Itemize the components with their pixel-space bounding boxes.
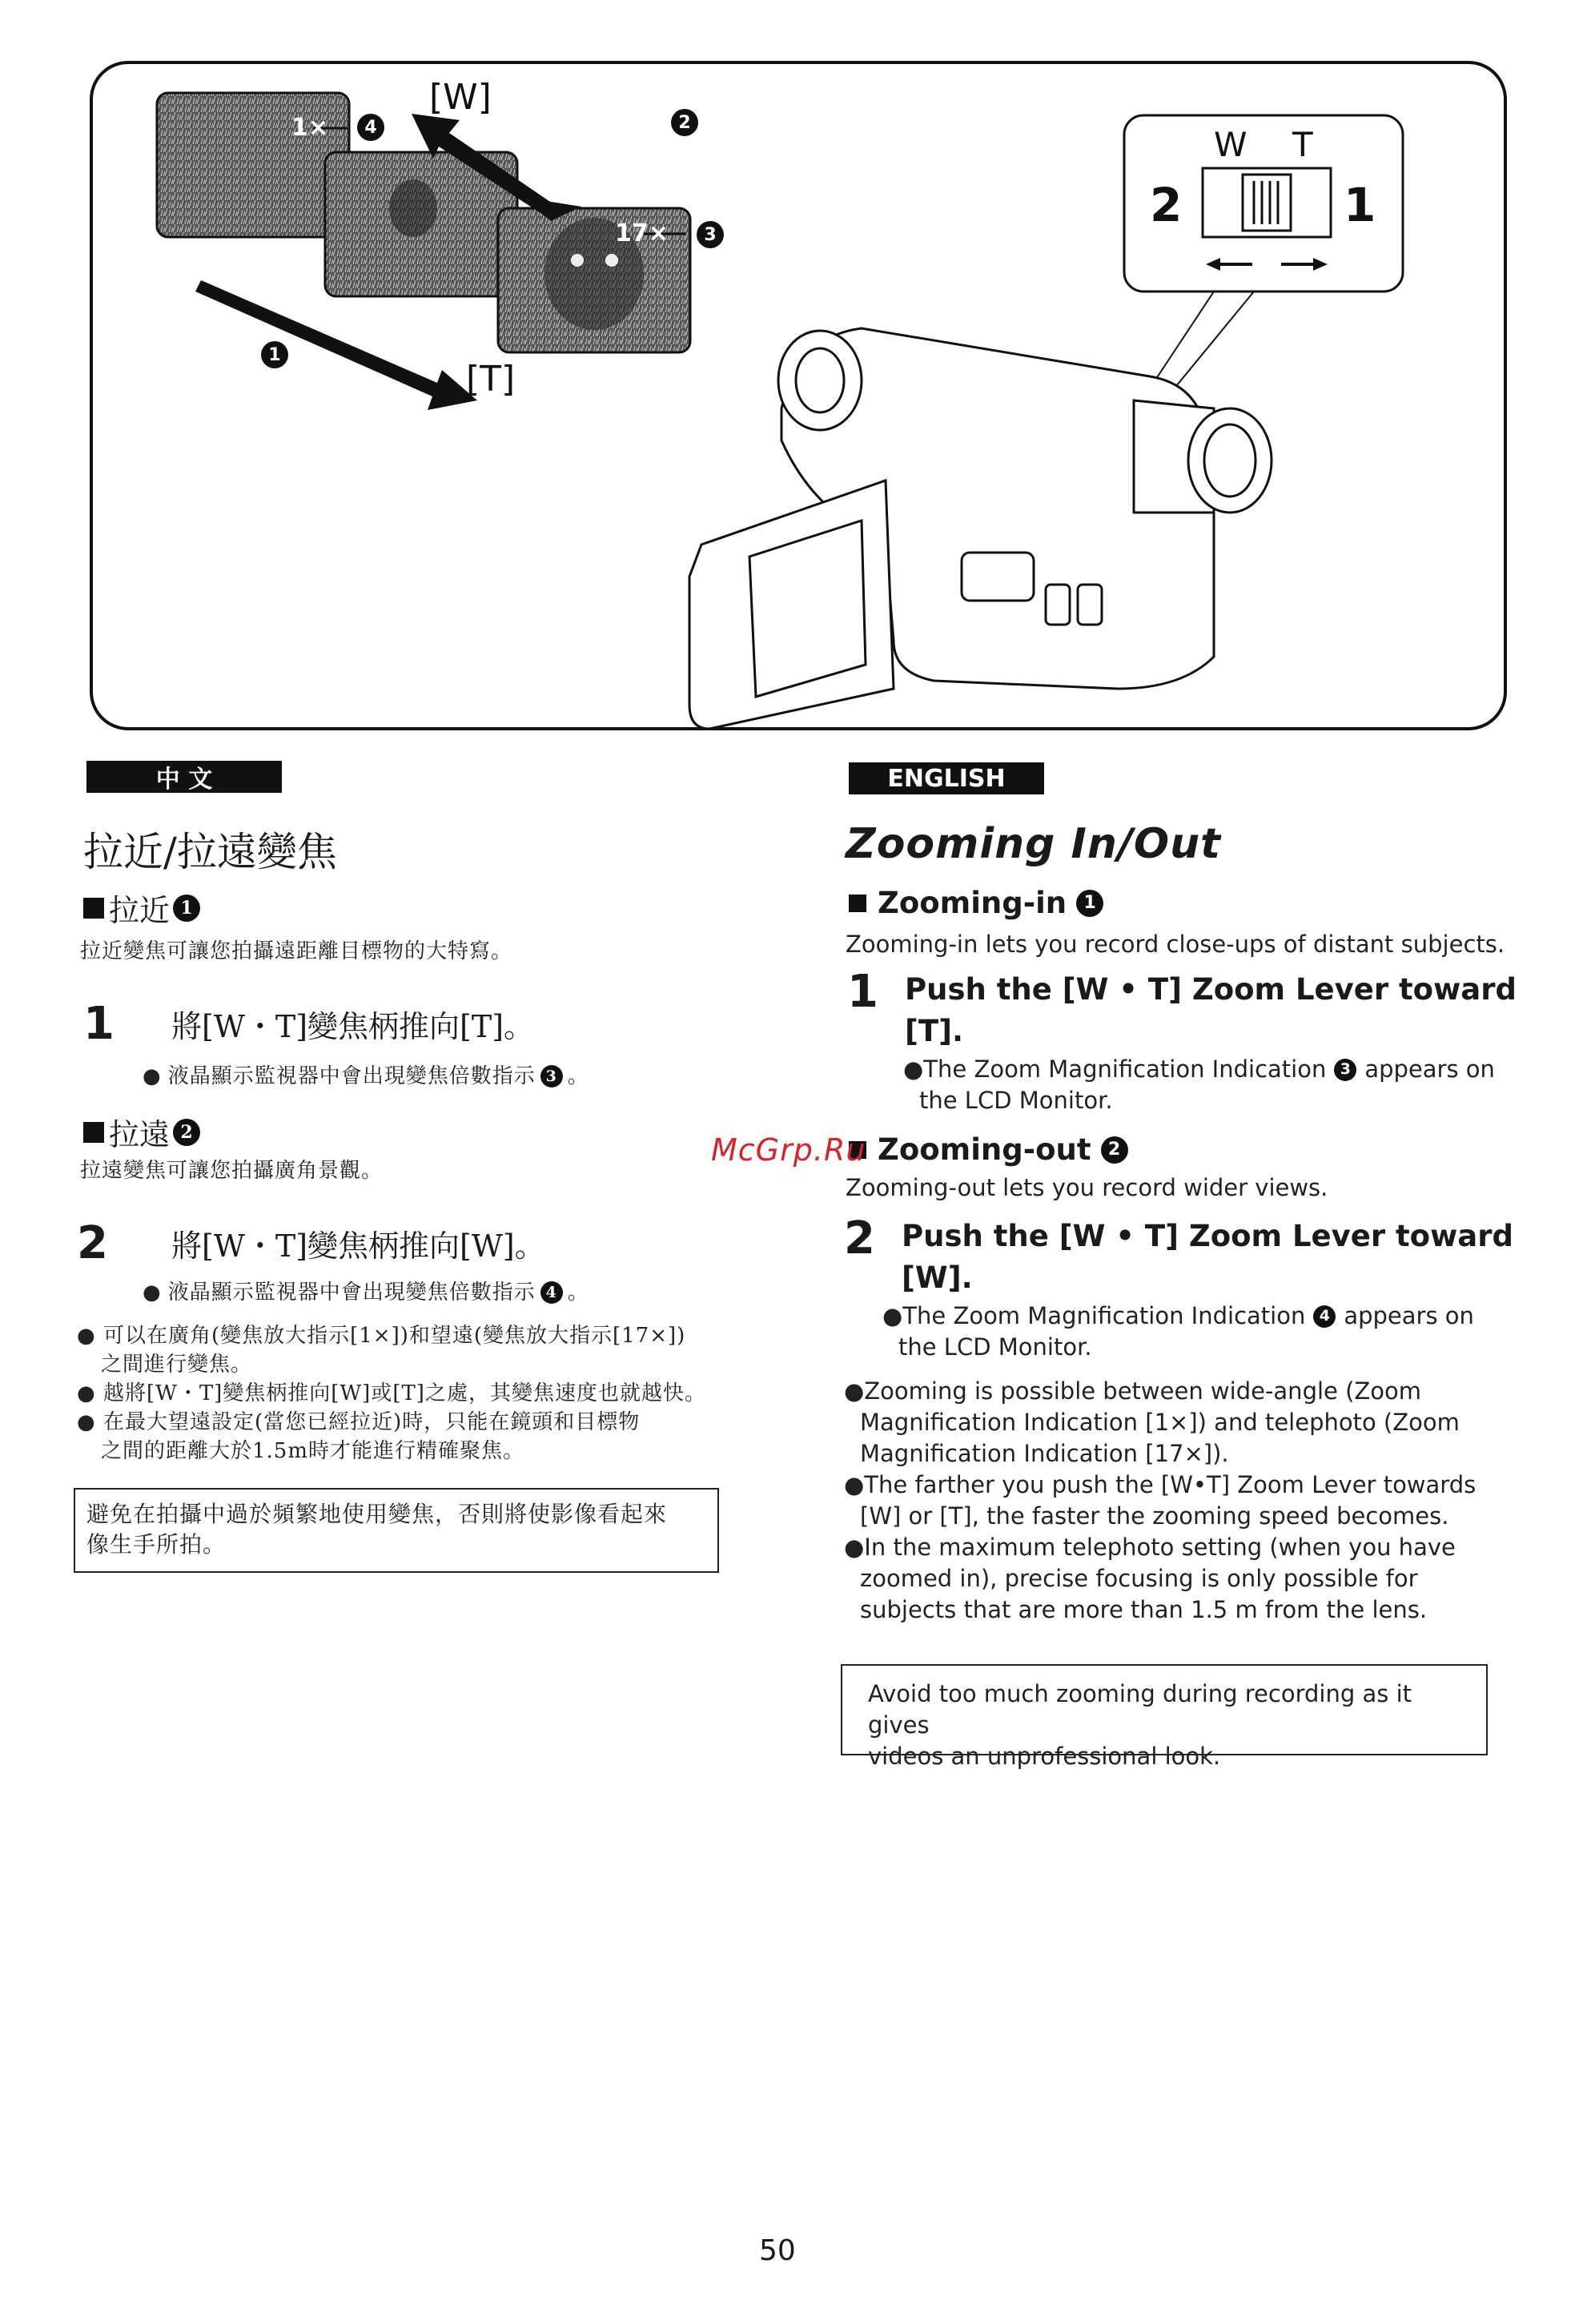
en-bullet-1-line-3: Magnification Indication [17×]).	[860, 1440, 1229, 1467]
zh-title: 拉近/拉遠變焦	[83, 829, 337, 875]
en-section-tag: ENGLISH	[849, 762, 1044, 794]
label-tele: [T]	[466, 359, 516, 400]
en-step-1-note	[903, 1054, 1495, 1116]
en-step-2-line-1: Push the [W • T] Zoom Lever toward	[902, 1219, 1513, 1253]
zh-bullet-2: ● 越將[W・T]變焦柄推向[W]或[T]之處，其變焦速度也就越快。	[77, 1381, 706, 1405]
en-step-1-line-1: Push the [W • T] Zoom Lever toward	[905, 972, 1517, 1007]
lever-w-label: W	[1214, 125, 1248, 164]
bullet-dot-icon: ●	[143, 1281, 162, 1305]
en-zoom-out-heading	[849, 1132, 1128, 1167]
en-step-2-note	[882, 1301, 1474, 1363]
en-bullets	[844, 1376, 1501, 1626]
page-number: 50	[759, 2234, 796, 2267]
zh-step-1-note	[143, 1062, 589, 1091]
zh-zoom-in-desc: 拉近變焦可讓您拍攝遠距離目標物的大特寫。	[80, 939, 513, 963]
zh-step-2	[77, 1217, 545, 1269]
en-step-1-line-2: [T].	[905, 1014, 964, 1048]
bullet-dot-icon: ●	[143, 1064, 162, 1088]
zoom-lever	[1243, 175, 1291, 231]
label-wide: [W]	[429, 77, 492, 118]
zh-bullet-1-line-1: ● 可以在廣角(變焦放大指示[1×])和望遠(變焦放大指示[17×])	[77, 1324, 686, 1348]
lever-num-right: 1	[1344, 178, 1376, 232]
zh-bullet-3-line-1: ● 在最大望遠設定(當您已經拉近)時，只能在鏡頭和目標物	[77, 1410, 641, 1434]
en-zoom-out-label: Zooming-out	[878, 1132, 1091, 1167]
en-zoom-in-desc: Zooming-in lets you record close-ups of distant subjects.	[846, 931, 1505, 958]
marker-2-icon: 2	[1101, 1136, 1128, 1164]
marker-4-icon: 4	[1313, 1305, 1336, 1328]
marker-1-icon: 1	[1076, 890, 1103, 917]
en-bullet-2-line-1: ●The farther you push the [W•T] Zoom Lever towards	[844, 1471, 1477, 1498]
zh-caution-line-1: 避免在拍攝中過於頻繁地使用變焦，否則將使影像看起來	[86, 1501, 668, 1527]
zoom-illustration	[90, 61, 1507, 730]
en-bullet-2-line-2: [W] or [T], the faster the zooming speed becomes.	[860, 1502, 1449, 1530]
en-step-1-note-text: ●The Zoom Magnification Indication	[903, 1055, 1327, 1083]
zoom-indication-small: 1×	[291, 114, 329, 142]
en-step-2-note-end: appears on	[1344, 1302, 1474, 1329]
zh-step-2-note	[143, 1278, 589, 1307]
en-bullet-3-line-2: zoomed in), precise focusing is only possible for	[860, 1565, 1418, 1592]
zh-zoom-in-label: 拉近	[109, 893, 171, 928]
zh-step-1-number: 1	[83, 998, 115, 1050]
marker-2-icon: 2	[173, 1119, 200, 1146]
en-zoom-in-heading	[849, 886, 1103, 920]
en-caution-box	[841, 1664, 1488, 1770]
lever-t-label: T	[1292, 125, 1313, 164]
en-step-2-note-line-2: the LCD Monitor.	[898, 1333, 1092, 1361]
zoom-indication-large: 17×	[615, 219, 669, 247]
square-bullet-icon	[83, 898, 104, 919]
marker-3-icon: 3	[540, 1065, 563, 1088]
zh-step-1-note-end: 。	[567, 1064, 589, 1088]
en-step-2-line-2: [W].	[902, 1261, 973, 1295]
en-step-1-note-line-2: the LCD Monitor.	[919, 1087, 1113, 1114]
en-step-2-note-text: ●The Zoom Magnification Indication	[882, 1302, 1306, 1329]
en-zoom-out-desc: Zooming-out lets you record wider views.	[846, 1174, 1328, 1201]
zh-zoom-out-desc: 拉遠變焦可讓您拍攝廣角景觀。	[80, 1159, 384, 1183]
en-bullet-3-line-1: ●In the maximum telephoto setting (when you have	[844, 1534, 1456, 1561]
arrow-zoom-in	[195, 280, 477, 410]
zh-caution-box	[74, 1488, 719, 1573]
marker-1: 1	[261, 341, 288, 368]
zh-bullet-3-line-2: 之間的距離大於1.5m時才能進行精確聚焦。	[101, 1439, 525, 1463]
zh-caution-line-2: 像生手所拍。	[86, 1531, 227, 1558]
marker-3-icon: 3	[1334, 1059, 1356, 1081]
zh-section-tag: 中 文	[86, 761, 282, 793]
lever-num-left: 2	[1150, 178, 1183, 232]
marker-3: 3	[697, 221, 724, 248]
en-caution-line-1: Avoid too much zooming during recording as it gives	[868, 1680, 1412, 1739]
zh-zoom-in-heading	[83, 886, 200, 930]
en-caution-line-2: videos an unprofessional look.	[868, 1743, 1221, 1770]
zh-step-1	[83, 998, 534, 1050]
zh-zoom-out-label: 拉遠	[109, 1117, 171, 1152]
en-step-2-number: 2	[844, 1212, 875, 1265]
illustration-graphics	[93, 64, 1510, 734]
square-bullet-icon	[83, 1122, 104, 1143]
camcorder	[689, 328, 1272, 729]
en-bullet-1-line-1: ●Zooming is possible between wide-angle (Zoom	[844, 1377, 1422, 1405]
marker-2: 2	[671, 109, 698, 136]
zh-step-2-number: 2	[77, 1217, 108, 1269]
watermark: McGrp.Ru	[711, 1132, 866, 1168]
zh-bullet-1-line-2: 之間進行變焦。	[101, 1353, 253, 1377]
en-bullet-3-line-3: subjects that are more than 1.5 m from the lens.	[860, 1596, 1428, 1623]
marker-1-icon: 1	[173, 895, 200, 922]
marker-4-icon: 4	[540, 1281, 563, 1304]
zh-step-2-note-text: 液晶顯示監視器中會出現變焦倍數指示	[167, 1281, 536, 1305]
marker-4: 4	[357, 114, 384, 141]
zh-step-2-note-end: 。	[567, 1281, 589, 1305]
zh-step-1-text: 將[W・T]變焦柄推向[T]。	[171, 1009, 535, 1044]
zh-bullets	[77, 1321, 733, 1466]
square-bullet-icon	[849, 895, 866, 912]
zh-step-2-text: 將[W・T]變焦柄推向[W]。	[171, 1228, 545, 1264]
en-bullet-1-line-2: Magnification Indication [1×]) and telephoto (Zoom	[860, 1409, 1460, 1436]
en-step-1-note-end: appears on	[1364, 1055, 1495, 1083]
en-step-1-number: 1	[847, 966, 878, 1018]
zh-step-1-note-text: 液晶顯示監視器中會出現變焦倍數指示	[167, 1064, 536, 1088]
en-title: Zooming In/Out	[846, 820, 1221, 868]
zh-zoom-out-heading	[83, 1110, 200, 1154]
en-zoom-in-label: Zooming-in	[878, 886, 1067, 920]
